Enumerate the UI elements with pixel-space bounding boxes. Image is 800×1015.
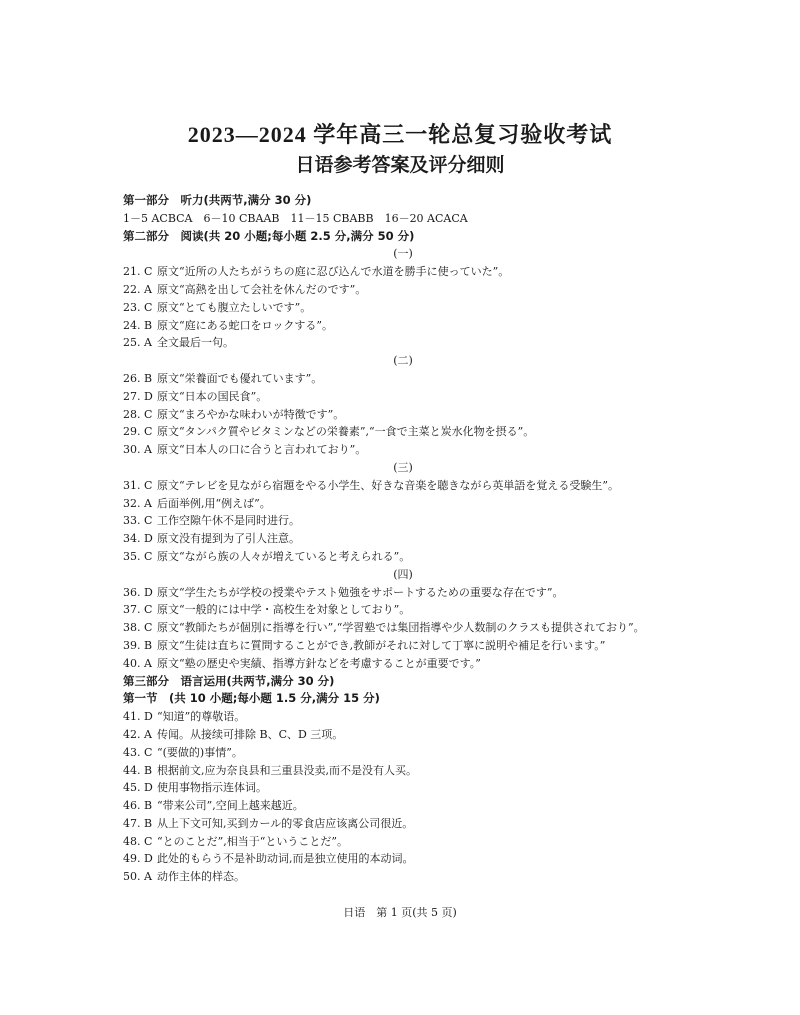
answer-explanation: 原文“高熱を出して会社を休んだのです”。 [157, 282, 367, 296]
answer-number: 42. A [123, 727, 152, 741]
answer-explanation: 原文“学生たちが学校の授業やテスト勉強をサポートするための重要な存在です”。 [157, 585, 564, 599]
answer-item [123, 868, 683, 886]
answer-explanation: 原文“ながら族の人々が増えていると考えられる”。 [157, 549, 411, 563]
answer-explanation: 从上下文可知,买到カール的零食店应该离公司很近。 [157, 816, 414, 830]
answer-explanation: 原文没有提到为了引人注意。 [157, 532, 300, 546]
answer-explanation: 传闻。从接续可排除 B、C、D 三项。 [157, 727, 344, 741]
answer-item [123, 299, 683, 317]
answer-number: 41. D [123, 710, 153, 724]
part3-heading: 第三部分 语言运用(共两节,满分 30 分) [123, 673, 335, 688]
answer-explanation: 原文“近所の人たちがうちの庭に忍び込んで水道を勝手に使っていた”。 [157, 265, 510, 279]
answer-item [123, 637, 683, 655]
page-footer: 日语 第 1 页(共 5 页) [343, 906, 457, 919]
answer-number: 22. A [123, 282, 152, 296]
answer-explanation: 动作主体的样态。 [157, 870, 245, 884]
page-subtitle: 日语参考答案及评分细则 [295, 154, 505, 176]
answer-number: 30. A [123, 443, 152, 457]
answer-explanation: 原文“一般的には中学・高校生を対象としており”。 [157, 603, 411, 617]
answer-number: 24. B [123, 318, 153, 332]
answer-explanation: 原文“まろやかな味わいが特徴です”。 [157, 407, 345, 421]
answer-explanation: 使用事物指示连体词。 [157, 781, 267, 795]
answer-explanation: 原文“日本人の口に合うと言われており”。 [157, 443, 367, 457]
answer-item [123, 530, 683, 548]
answer-item [123, 797, 683, 815]
answer-explanation: “带来公司”,空间上越来越近。 [157, 799, 304, 813]
answer-explanation: 原文“教師たちが個別に指導を行い”,“学習塾では集団指導や少人数制のクラスも提供されており”。 [157, 621, 645, 635]
answer-item [123, 601, 683, 619]
answer-item [123, 495, 683, 513]
answer-explanation: 原文“庭にある蛇口をロックする”。 [157, 318, 334, 332]
answer-number: 23. C [123, 300, 153, 314]
answer-number: 26. B [123, 371, 153, 385]
answer-number: 34. D [123, 532, 153, 546]
answer-number: 43. C [123, 745, 153, 759]
answer-item [123, 406, 683, 424]
answer-item [123, 762, 683, 780]
answer-number: 48. C [123, 834, 153, 848]
answer-explanation: 后面举例,用“例えば”。 [157, 496, 271, 510]
answer-explanation: 全文最后一句。 [157, 336, 234, 350]
answer-item [123, 423, 683, 441]
answer-item [123, 281, 683, 299]
answer-number: 44. B [123, 763, 153, 777]
answer-explanation: 原文“塾の歴史や実績、指導方針などを考慮することが重要です。” [157, 656, 481, 670]
answer-item [123, 548, 683, 566]
answer-number: 50. A [123, 870, 152, 884]
answer-number: 27. D [123, 389, 153, 403]
answer-item [123, 263, 683, 281]
answer-item [123, 370, 683, 388]
answer-item [123, 655, 683, 673]
answer-number: 37. C [123, 603, 153, 617]
section-label: (一) [393, 247, 413, 261]
answer-number: 49. D [123, 852, 153, 866]
answer-number: 29. C [123, 425, 153, 439]
answer-item [123, 388, 683, 406]
answer-number: 39. B [123, 638, 153, 652]
answer-item [123, 619, 683, 637]
answer-explanation: 原文“とても腹立たしいです”。 [157, 300, 312, 314]
answer-explanation: 原文“タンパク質やビタミンなどの栄養素”,“一食で主菜と炭水化物を摂る”。 [157, 425, 535, 439]
answer-number: 47. B [123, 816, 153, 830]
answer-item [123, 779, 683, 797]
answer-number: 35. C [123, 549, 153, 563]
answer-item [123, 726, 683, 744]
answer-explanation: “知道”的尊敬语。 [157, 710, 246, 724]
answer-explanation: “とのことだ”,相当于“ということだ”。 [157, 834, 348, 848]
answer-number: 31. C [123, 478, 153, 492]
answer-item [123, 708, 683, 726]
answer-number: 45. D [123, 781, 153, 795]
answer-item [123, 477, 683, 495]
answer-number: 38. C [123, 621, 153, 635]
answer-item [123, 317, 683, 335]
answer-explanation: 原文“生徒は直ちに質問することができ,教師がそれに対して丁寧に説明や補足を行います。” [157, 638, 606, 652]
answer-number: 25. A [123, 336, 152, 350]
answer-number: 28. C [123, 407, 153, 421]
answer-item [123, 334, 683, 352]
answer-explanation: 此处的もらう不是补助动词,而是独立使用的本动词。 [157, 852, 414, 866]
answer-item [123, 441, 683, 459]
answer-item [123, 744, 683, 762]
answer-number: 36. D [123, 585, 153, 599]
section-label: (三) [393, 460, 413, 474]
answer-explanation: 原文“栄養面でも優れています”。 [157, 371, 323, 385]
answer-number: 21. C [123, 265, 153, 279]
answer-number: 32. A [123, 496, 152, 510]
answer-explanation: 工作空隙午休不是同时进行。 [157, 514, 300, 528]
answer-item [123, 815, 683, 833]
answer-item [123, 584, 683, 602]
answer-explanation: “(要做的)事情”。 [157, 745, 243, 759]
answer-content [123, 192, 683, 886]
answer-explanation: 根据前文,应为奈良县和三重县没卖,而不是没有人买。 [157, 763, 417, 777]
answer-number: 46. B [123, 799, 153, 813]
answer-item [123, 512, 683, 530]
answer-explanation: 原文“テレビを見ながら宿題をやる小学生、好きな音楽を聴きながら英単語を覚える受験生”。 [157, 478, 620, 492]
answer-item [123, 833, 683, 851]
answer-item [123, 850, 683, 868]
part1-answers: 1－5 ACBCA 6－10 CBAAB 11－15 CBABB 16－20 ACACA [123, 211, 468, 225]
answer-number: 33. C [123, 514, 153, 528]
answer-explanation: 原文“日本の国民食”。 [157, 389, 268, 403]
part2-heading: 第二部分 阅读(共 20 小题;每小题 2.5 分,满分 50 分) [123, 228, 415, 243]
part3-section1-heading: 第一节 (共 10 小题;每小题 1.5 分,满分 15 分) [123, 691, 380, 706]
part1-heading: 第一部分 听力(共两节,满分 30 分) [123, 193, 312, 207]
page-title: 2023—2024 学年高三一轮总复习验收考试 [187, 122, 613, 147]
section-label: (二) [393, 354, 413, 368]
section-label: (四) [393, 567, 413, 581]
answer-number: 40. A [123, 656, 152, 670]
